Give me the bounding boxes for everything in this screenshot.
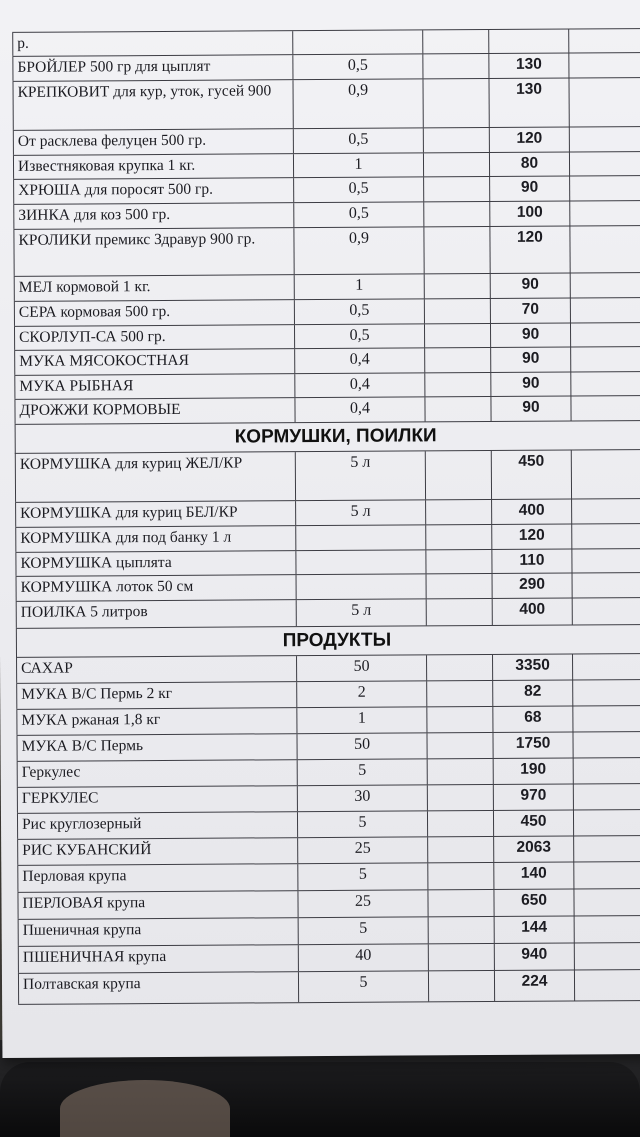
item-price: 90	[491, 372, 571, 395]
table-row	[13, 201, 640, 230]
item-quantity: 5	[298, 811, 428, 837]
section-title: КОРМУШКИ, ПОИЛКИ	[234, 425, 437, 448]
item-price: 450	[492, 450, 572, 498]
table-row	[16, 680, 640, 710]
empty-cell	[426, 451, 492, 499]
item-price: 70	[491, 298, 571, 322]
item-quantity: 0,5	[295, 324, 425, 348]
item-price: 400	[493, 598, 573, 624]
item-quantity: 0,5	[295, 299, 425, 324]
price-table	[12, 28, 640, 1005]
item-price: 100	[490, 201, 570, 225]
empty-cell	[429, 971, 495, 1001]
empty-cell	[427, 574, 493, 598]
table-row	[15, 450, 640, 503]
item-quantity: 5	[299, 971, 429, 1002]
item-price: 144	[495, 916, 575, 942]
item-quantity: 1	[295, 274, 425, 299]
empty-cell	[427, 681, 493, 706]
table-row	[13, 127, 640, 156]
extra-cell	[571, 347, 640, 372]
item-name: р.	[12, 31, 293, 56]
item-name: КОРМУШКА для куриц БЕЛ/КР	[15, 501, 296, 527]
item-name: ГЕРКУЛЕС	[17, 786, 298, 813]
item-quantity: 5 л	[297, 599, 427, 626]
table-row	[16, 732, 640, 762]
item-name: МУКА МЯСОКОСТНАЯ	[14, 349, 295, 375]
empty-cell	[428, 759, 494, 784]
extra-cell	[573, 654, 640, 680]
item-price: 650	[494, 889, 574, 915]
empty-cell	[428, 811, 494, 836]
item-price: 970	[494, 784, 574, 809]
table-row	[14, 298, 640, 327]
empty-cell	[425, 274, 491, 298]
extra-cell	[569, 29, 640, 53]
extra-cell	[570, 127, 640, 152]
empty-cell	[425, 299, 491, 323]
table-row	[16, 573, 640, 602]
empty-cell	[424, 153, 490, 176]
item-price: 3350	[493, 654, 573, 679]
item-price: 940	[495, 943, 575, 969]
empty-cell	[423, 30, 489, 53]
shoe-detail	[60, 1080, 230, 1137]
empty-cell	[428, 837, 494, 862]
extra-cell	[569, 78, 640, 127]
table-row	[13, 176, 640, 205]
item-name: КОРМУШКА для под банку 1 л	[15, 526, 296, 552]
extra-cell	[571, 396, 640, 421]
extra-cell	[570, 176, 640, 201]
item-quantity: 1	[294, 153, 424, 177]
item-price: 224	[495, 970, 575, 1000]
extra-cell	[575, 943, 640, 970]
item-price: 450	[494, 810, 574, 835]
extra-cell	[575, 970, 640, 1001]
item-name: МУКА В/С Пермь	[16, 734, 297, 761]
item-quantity: 0,4	[295, 397, 425, 422]
item-price: 120	[490, 226, 570, 272]
item-price: 90	[490, 176, 570, 200]
item-quantity	[297, 574, 427, 599]
item-price: 130	[489, 53, 569, 77]
item-price: 90	[491, 273, 571, 297]
table-row	[13, 226, 640, 277]
item-quantity: 40	[299, 944, 429, 971]
item-name: РИС КУБАНСКИЙ	[17, 838, 298, 865]
item-price: 130	[489, 78, 569, 126]
item-price: 400	[492, 499, 572, 523]
table-row	[18, 970, 640, 1005]
table-row	[16, 598, 640, 629]
item-quantity: 0,9	[293, 79, 423, 128]
item-name: МУКА ржаная 1,8 кг	[16, 708, 297, 735]
item-price: 68	[493, 706, 573, 731]
item-price: 82	[493, 680, 573, 705]
table-row	[14, 273, 640, 302]
empty-cell	[428, 863, 494, 889]
item-price: 190	[494, 758, 574, 783]
extra-cell	[569, 53, 640, 78]
item-price: 90	[491, 323, 571, 346]
extra-cell	[574, 758, 640, 784]
extra-cell	[571, 372, 640, 396]
empty-cell	[424, 128, 490, 152]
empty-cell	[426, 500, 492, 524]
table-row	[13, 78, 640, 131]
item-name: Полтавская крупа	[18, 972, 299, 1004]
item-name: КОРМУШКА лоток 50 см	[16, 575, 297, 601]
empty-cell	[429, 917, 495, 943]
table-row	[16, 654, 640, 684]
extra-cell	[572, 549, 640, 573]
table-row	[16, 706, 640, 736]
item-name: СЕРА кормовая 500 гр.	[14, 300, 295, 326]
empty-cell	[425, 397, 491, 421]
table-row	[17, 889, 640, 920]
item-quantity: 1	[297, 707, 427, 733]
table-row	[14, 396, 640, 425]
extra-cell	[570, 226, 640, 273]
item-price	[489, 29, 569, 52]
table-row	[14, 347, 640, 376]
extra-cell	[573, 732, 640, 758]
table-row	[17, 784, 640, 814]
extra-cell	[571, 323, 640, 347]
item-quantity: 25	[298, 837, 428, 863]
item-name: САХАР	[16, 656, 297, 683]
item-name: Геркулес	[17, 760, 298, 787]
item-name: ПШЕНИЧНАЯ крупа	[18, 945, 299, 973]
extra-cell	[572, 450, 640, 499]
item-quantity: 0,5	[293, 54, 423, 79]
item-name: КОРМУШКА для куриц ЖЕЛ/КР	[15, 452, 296, 502]
item-price: 90	[491, 396, 571, 420]
item-quantity: 30	[298, 785, 428, 811]
item-quantity	[296, 550, 426, 574]
extra-cell	[574, 810, 640, 836]
empty-cell	[425, 348, 491, 372]
item-name: От расклева фелуцен 500 гр.	[13, 129, 294, 155]
empty-cell	[424, 227, 490, 273]
table-row	[15, 499, 640, 528]
empty-cell	[429, 944, 495, 970]
item-price: 120	[490, 127, 570, 151]
table-row	[17, 758, 640, 788]
item-name: Рис круглозерный	[17, 812, 298, 839]
table-row	[17, 836, 640, 866]
table-row	[17, 862, 640, 893]
item-price: 90	[491, 347, 571, 371]
extra-cell	[571, 298, 640, 323]
item-name: Пшеничная крупа	[18, 918, 299, 946]
empty-cell	[423, 79, 489, 127]
extra-cell	[575, 916, 640, 943]
section-header	[16, 625, 640, 658]
section-title: ПРОДУКТЫ	[282, 629, 392, 652]
empty-cell	[425, 373, 491, 396]
item-name: СКОРЛУП-СА 500 гр.	[14, 325, 295, 350]
item-name: КРОЛИКИ премикс Здравур 900 гр.	[13, 228, 294, 276]
item-price: 2063	[494, 836, 574, 861]
table-row	[18, 916, 640, 947]
empty-cell	[427, 707, 493, 732]
empty-cell	[427, 599, 493, 625]
empty-cell	[427, 655, 493, 680]
item-quantity: 0,9	[294, 227, 424, 274]
item-quantity: 25	[298, 890, 428, 917]
empty-cell	[426, 550, 492, 573]
item-quantity: 0,5	[294, 128, 424, 153]
item-name: ХРЮША для поросят 500 гр.	[13, 178, 294, 204]
empty-cell	[428, 890, 494, 916]
extra-cell	[573, 598, 640, 625]
empty-cell	[425, 324, 491, 347]
extra-cell	[573, 573, 640, 598]
empty-cell	[428, 785, 494, 810]
item-quantity: 0,4	[295, 373, 425, 397]
extra-cell	[574, 784, 640, 810]
empty-cell	[424, 177, 490, 201]
extra-cell	[571, 273, 640, 298]
item-name: МУКА В/С Пермь 2 кг	[16, 682, 297, 709]
item-name: МУКА РЫБНАЯ	[14, 374, 295, 399]
item-price: 80	[490, 152, 570, 175]
item-price: 110	[492, 549, 572, 572]
item-quantity: 2	[297, 681, 427, 707]
table-row	[15, 524, 640, 553]
item-name: МЕЛ кормовой 1 кг.	[14, 275, 295, 301]
item-name: ПОИЛКА 5 литров	[16, 600, 297, 628]
item-quantity: 0,5	[294, 202, 424, 227]
empty-cell	[424, 202, 490, 226]
item-quantity: 0,4	[295, 348, 425, 373]
item-name: КОРМУШКА цыплята	[15, 551, 296, 576]
extra-cell	[574, 889, 640, 916]
empty-cell	[423, 54, 489, 78]
extra-cell	[572, 499, 640, 524]
item-quantity: 5	[298, 863, 428, 890]
item-quantity: 5 л	[296, 451, 426, 500]
extra-cell	[570, 152, 640, 176]
item-quantity: 5	[298, 759, 428, 785]
item-name: Перловая крупа	[17, 864, 298, 892]
item-name: КРЕПКОВИТ для кур, уток, гусей 900	[13, 80, 294, 130]
extra-cell	[573, 706, 640, 732]
extra-cell	[572, 524, 640, 549]
table-row	[12, 53, 640, 82]
table-row	[12, 28, 640, 57]
item-quantity: 0,5	[294, 177, 424, 202]
item-quantity: 5 л	[296, 500, 426, 525]
item-name: БРОЙЛЕР 500 гр для цыплят	[12, 55, 293, 81]
extra-cell	[574, 862, 640, 889]
item-price: 120	[492, 524, 572, 548]
empty-cell	[426, 525, 492, 549]
empty-cell	[427, 733, 493, 758]
extra-cell	[570, 201, 640, 226]
section-header	[15, 421, 640, 454]
item-name: ПЕРЛОВАЯ крупа	[17, 891, 298, 919]
item-name: ДРОЖЖИ КОРМОВЫЕ	[14, 398, 295, 424]
item-quantity	[296, 525, 426, 550]
item-quantity: 50	[297, 733, 427, 759]
item-quantity: 5	[299, 917, 429, 944]
item-price: 290	[493, 573, 573, 597]
extra-cell	[573, 680, 640, 706]
item-quantity	[293, 30, 423, 54]
item-name: ЗИНКА для коз 500 гр.	[13, 203, 294, 229]
item-name: Известняковая крупка 1 кг.	[13, 154, 294, 179]
item-quantity: 50	[297, 655, 427, 681]
extra-cell	[574, 836, 640, 862]
table-row	[18, 943, 640, 974]
item-price: 140	[494, 862, 574, 888]
item-price: 1750	[493, 732, 573, 757]
table-row	[17, 810, 640, 840]
